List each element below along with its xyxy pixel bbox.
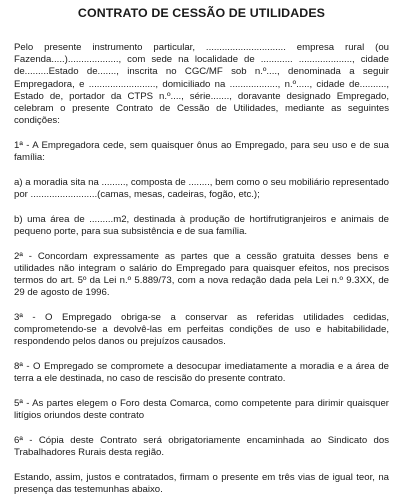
document-title: CONTRATO DE CESSÃO DE UTILIDADES [77,6,326,20]
closing-paragraph: Estando, assim, justos e contratados, firmam o presente em três vias de igual teor, na presença das testemunhas abaixo. [14,471,389,495]
clause-3: 3ª - O Empregado obriga-se a conservar as referidas utilidades cedidas, comprometendo-se a devolvê-las em perfeitas condições de uso e habitabilidade, respondendo pelos danos ou prejuízos causados. [14,311,389,348]
intro-paragraph: Pelo presente instrumento particular, .............................. empresa rural (ou Fazenda.....)..................., com sede na localidade de ............ ...................., cidade de.........Estado de......., inscrita no CGC/MF sob n.º...., denominada a seguir Empregadora, e ........................., domiciliado na .................., n.º....., cidade de.........., Estado de, portador da CTPS n.º...., série......., doravante designado Empregado, celebram o presente Contrato de Cessão de Utilidades, mediante as seguintes condições: [14,42,389,127]
clause-1: 1ª - A Empregadora cede, sem quaisquer ônus ao Empregado, para seu uso e de sua família: [14,139,389,164]
clause-6: 6ª - Cópia deste Contrato será obrigatoriamente encaminhada ao Sindicato dos Trabalhadores Rurais desta região. [14,434,389,459]
clause-5: 5ª - As partes elegem o Foro desta Comarca, como competente para dirimir quaisquer litígios oriundos deste contrato [14,397,389,422]
clause-1-item-a: a) a moradia sita na ........., composta de ........, bem como o seu mobiliário representado por .........................(camas, mesas, cadeiras, fogão, etc.); [14,176,389,201]
clause-1-item-b: b) uma área de .........m2, destinada à produção de hortifrutigranjeiros e animais de pequeno porte, para sua subsistência e de sua família. [14,213,389,237]
clause-2: 2ª - Concordam expressamente as partes que a cessão gratuita desses bens e utilidades não integram o salário do Empregado para quaisquer efeitos, nos precisos termos do art. 5º da Lei n.º 5.889/73, com a nova redação dada pela Lei n.º 9.3XX, de 29 de agosto de 1996. [14,250,389,299]
clause-8: 8ª - O Empregado se compromete a desocupar imediatamente a moradia e a área de terra a ele destinada, no caso de rescisão do presente contrato. [14,361,389,385]
